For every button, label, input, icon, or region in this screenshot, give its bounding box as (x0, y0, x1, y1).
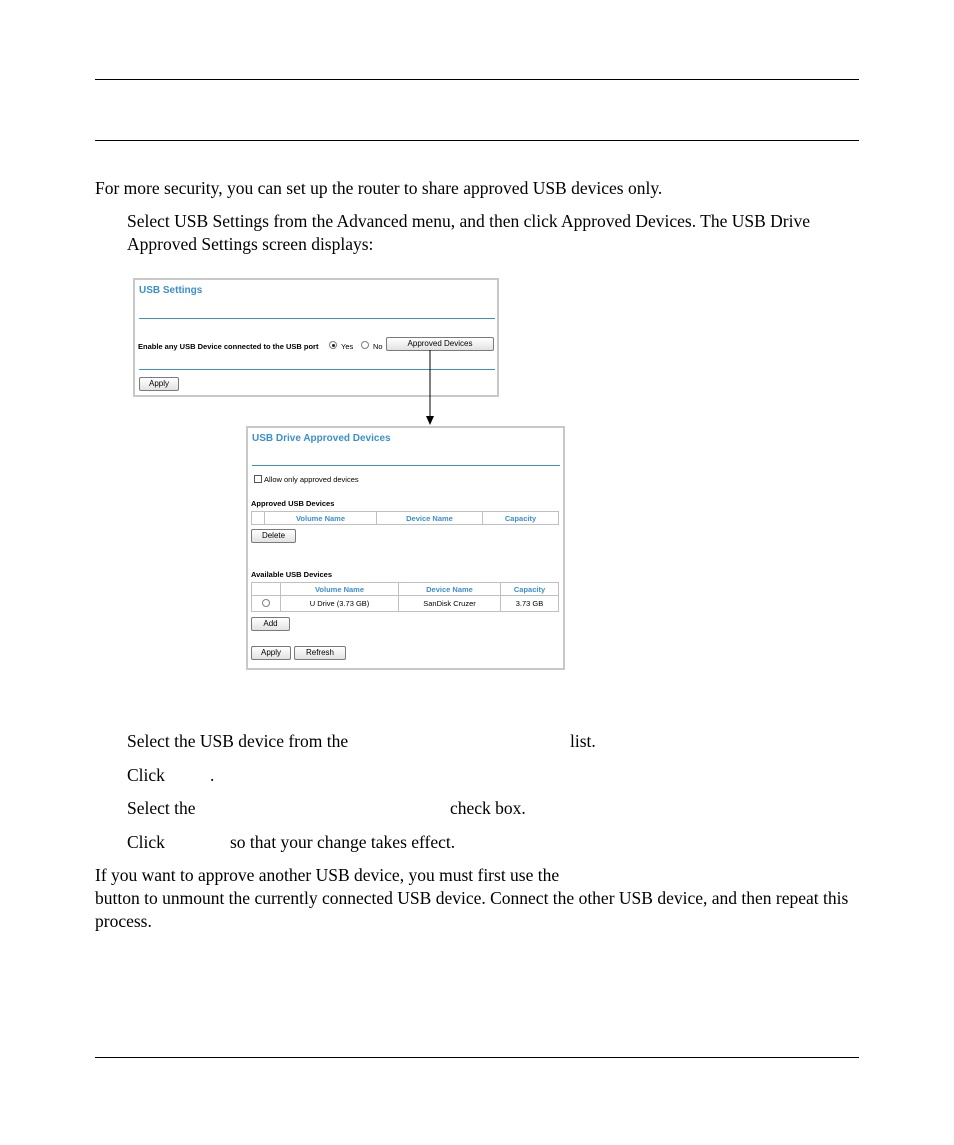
closing-text-b: button to unmount the currently connected USB device. Connect the other USB device, and then repeat this process. (95, 888, 849, 931)
step-2-text-a: Select the USB device from the (127, 731, 349, 751)
approved-devices-title: USB Drive Approved Devices (252, 433, 391, 444)
row-select-radio[interactable] (262, 599, 270, 607)
approved-devices-table (251, 511, 559, 525)
table-header-row (252, 512, 559, 525)
footer-rule (95, 1057, 859, 1058)
device-cell: SanDisk Cruzer (399, 596, 501, 612)
available-usb-heading: Available USB Devices (251, 570, 333, 579)
step-1-text: Select USB Settings from the Advanced menu, and then click Approved Devices. The USB Drive Approved Settings screen displays: (127, 211, 811, 254)
yes-label: Yes (341, 342, 354, 351)
step-3-text-b: . (210, 765, 215, 785)
allow-only-approved-label: Allow only approved devices (264, 475, 359, 484)
step-2-text-b: list. (570, 731, 596, 751)
enable-usb-label: Enable any USB Device connected to the USB port (138, 342, 319, 351)
approved-apply-button[interactable]: Apply (251, 646, 291, 660)
step-5-text-b: so that your change takes effect. (230, 832, 456, 852)
usb-settings-title-rule (139, 318, 495, 319)
allow-only-approved-checkbox[interactable] (254, 475, 262, 483)
approved-usb-heading: Approved USB Devices (251, 499, 335, 508)
usb-settings-bottom-rule (139, 369, 495, 370)
refresh-button[interactable]: Refresh (294, 646, 346, 660)
delete-button[interactable]: Delete (251, 529, 296, 543)
row-select-cell[interactable] (252, 596, 281, 612)
table-row[interactable] (252, 596, 559, 612)
column-header: Capacity (483, 512, 559, 525)
no-label: No (373, 342, 383, 351)
no-radio[interactable] (361, 341, 369, 349)
column-header: Capacity (501, 583, 559, 596)
approved-devices-button[interactable]: Approved Devices (386, 337, 494, 351)
add-button[interactable]: Add (251, 617, 290, 631)
header-rule-bottom (95, 140, 859, 141)
available-devices-table (251, 582, 559, 612)
connector-arrow (424, 350, 436, 426)
column-header: Volume Name (281, 583, 399, 596)
approved-devices-title-rule (252, 465, 560, 466)
step-5-text-a: Click (127, 832, 165, 852)
yes-radio[interactable] (329, 341, 337, 349)
table-header-row (252, 583, 559, 596)
column-header: Device Name (399, 583, 501, 596)
capacity-cell: 3.73 GB (501, 596, 559, 612)
closing-text-a: If you want to approve another USB device, you must first use the (95, 865, 560, 885)
step-4-text-b: check box. (450, 798, 526, 818)
usb-settings-panel (133, 278, 499, 397)
column-header: Device Name (377, 512, 483, 525)
column-header: Volume Name (265, 512, 377, 525)
step-3-text-a: Click (127, 765, 165, 785)
usb-settings-apply-button[interactable]: Apply (139, 377, 179, 391)
select-column-header (252, 583, 281, 596)
approved-devices-panel (246, 426, 565, 670)
select-column-header (252, 512, 265, 525)
step-4-text-a: Select the (127, 798, 196, 818)
intro-text: For more security, you can set up the router to share approved USB devices only. (95, 178, 663, 198)
header-rule-top (95, 79, 859, 80)
volume-cell: U Drive (3.73 GB) (281, 596, 399, 612)
usb-settings-title: USB Settings (139, 285, 203, 296)
